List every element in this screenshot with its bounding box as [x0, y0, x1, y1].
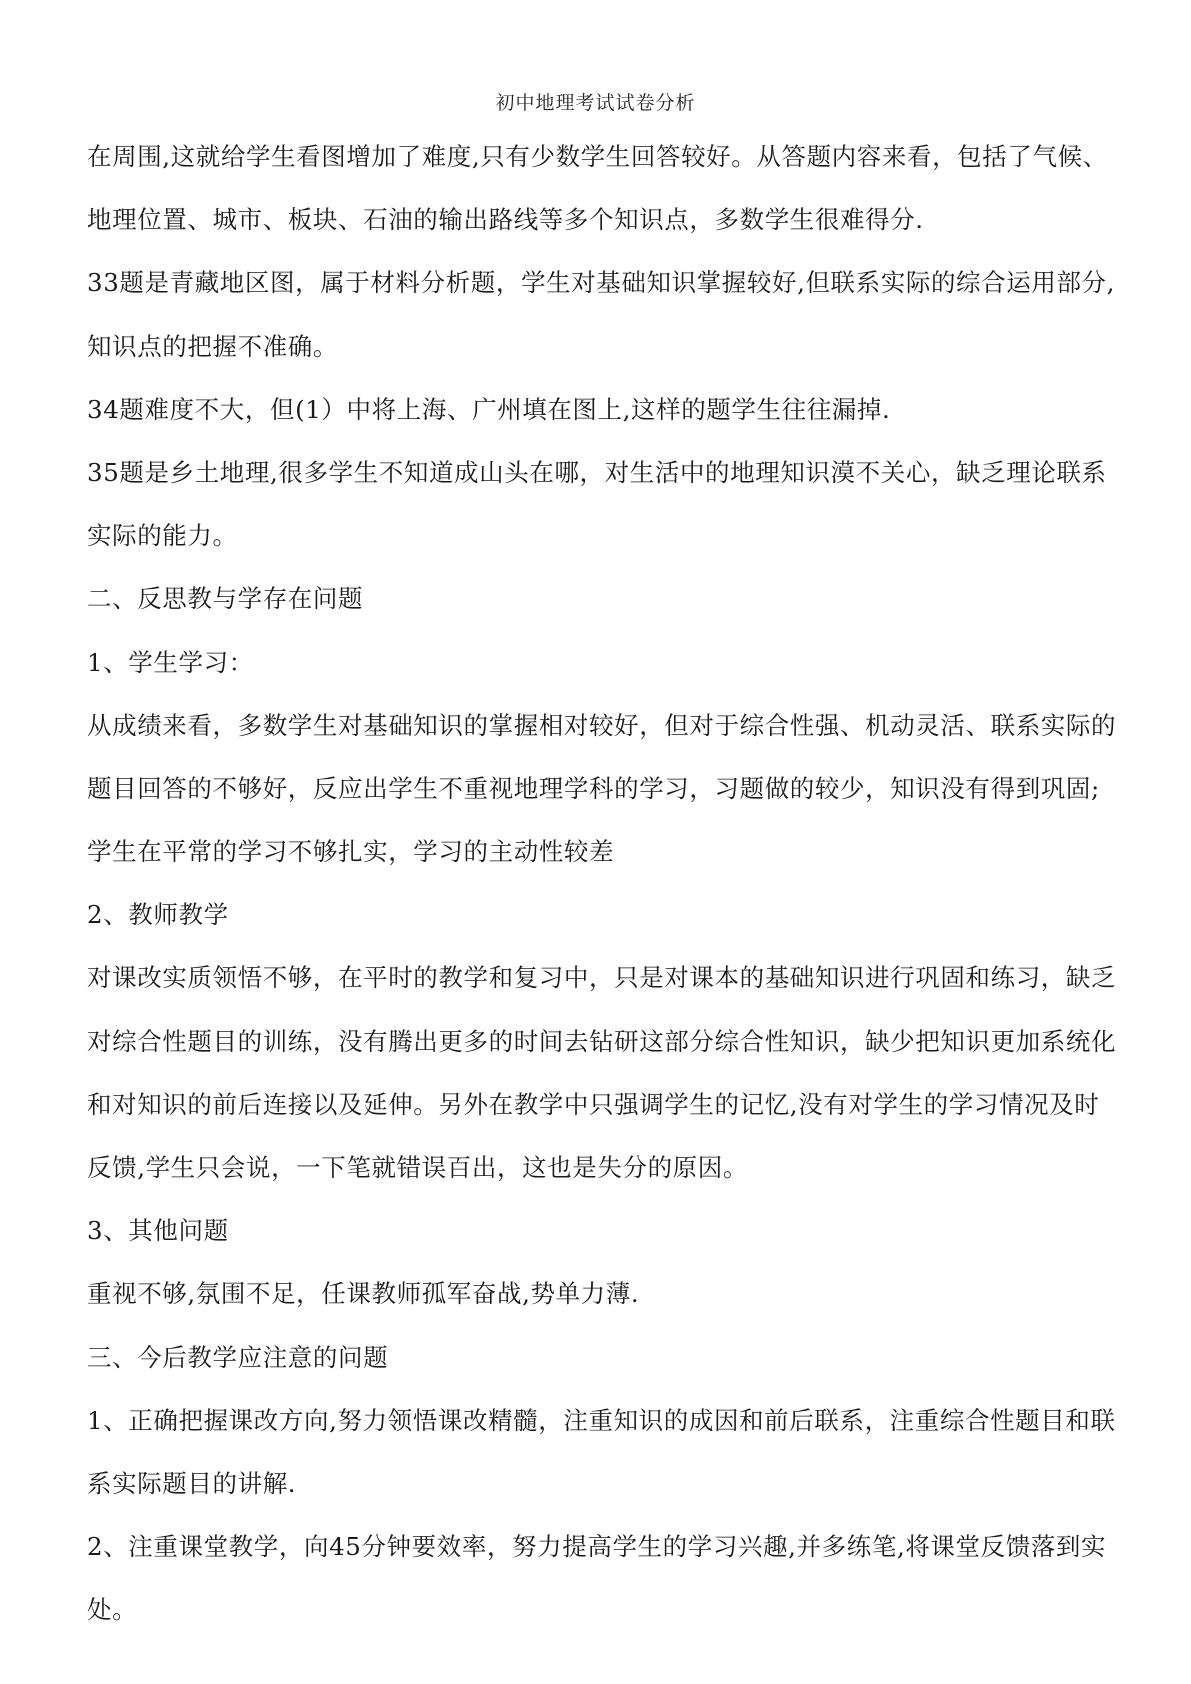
text-line: 在周围,这就给学生看图增加了难度,只有少数学生回答较好。从答题内容来看，包括了气候、 — [87, 142, 1108, 171]
text-line: 反馈,学生只会说，一下笔就错误百出，这也是失分的原因。 — [87, 1153, 748, 1182]
text-line: 1、正确把握课改方向,努力领悟课改精髓，注重知识的成因和前后联系，注重综合性题目和联 — [87, 1405, 1116, 1435]
text-line: 系实际题目的讲解. — [87, 1468, 297, 1498]
section-heading: 三、今后教学应注意的问题 — [87, 1342, 389, 1372]
text-line: 处。 — [87, 1595, 138, 1625]
text-line: 对综合性题目的训练，没有腾出更多的时间去钻研这部分综合性知识，缺少把知识更加系统化 — [87, 1026, 1117, 1056]
section-heading: 二、反思教与学存在问题 — [87, 584, 364, 614]
text-line: 35题是乡土地理,很多学生不知道成山头在哪，对生活中的地理知识漠不关心，缺乏理论联系 — [87, 457, 1107, 487]
page-header: 初中地理考试试卷分析 — [495, 92, 696, 114]
text-line: 2、注重课堂教学，向45分钟要效率，努力提高学生的学习兴趣,并多练笔,将课堂反馈落到实 — [87, 1532, 1107, 1562]
text-line: 学生在平常的学习不够扎实，学习的主动性较差 — [87, 837, 615, 867]
text-line: 地理位置、城市、板块、石油的输出路线等多个知识点，多数学生很难得分. — [87, 205, 924, 235]
subsection-heading: 3、其他问题 — [87, 1216, 229, 1246]
text-line: 实际的能力。 — [87, 521, 238, 551]
subsection-heading: 2、教师教学 — [87, 900, 229, 930]
text-line: 和对知识的前后连接以及延伸。另外在教学中只强调学生的记忆,没有对学生的学习情况及时 — [87, 1089, 1100, 1119]
text-line: 从成绩来看，多数学生对基础知识的掌握相对较好，但对于综合性强、机动灵活、联系实际的 — [87, 710, 1117, 740]
text-line: 33题是青藏地区图，属于材料分析题，学生对基础知识掌握较好,但联系实际的综合运用部分, — [87, 268, 1116, 298]
text-line: 对课改实质领悟不够，在平时的教学和复习中，只是对课本的基础知识进行巩固和练习，缺乏 — [87, 963, 1117, 993]
text-line: 题目回答的不够好，反应出学生不重视地理学科的学习，习题做的较少，知识没有得到巩固; — [87, 773, 1100, 803]
text-line: 重视不够,氛围不足，任课教师孤军奋战,势单力薄. — [87, 1279, 640, 1309]
text-line: 知识点的把握不准确。 — [87, 331, 338, 361]
subsection-heading: 1、学生学习： — [87, 647, 254, 677]
document-body — [87, 125, 1122, 1642]
text-line: 34题难度不大，但(1）中将上海、广州填在图上,这样的题学生往往漏掉. — [87, 394, 891, 424]
